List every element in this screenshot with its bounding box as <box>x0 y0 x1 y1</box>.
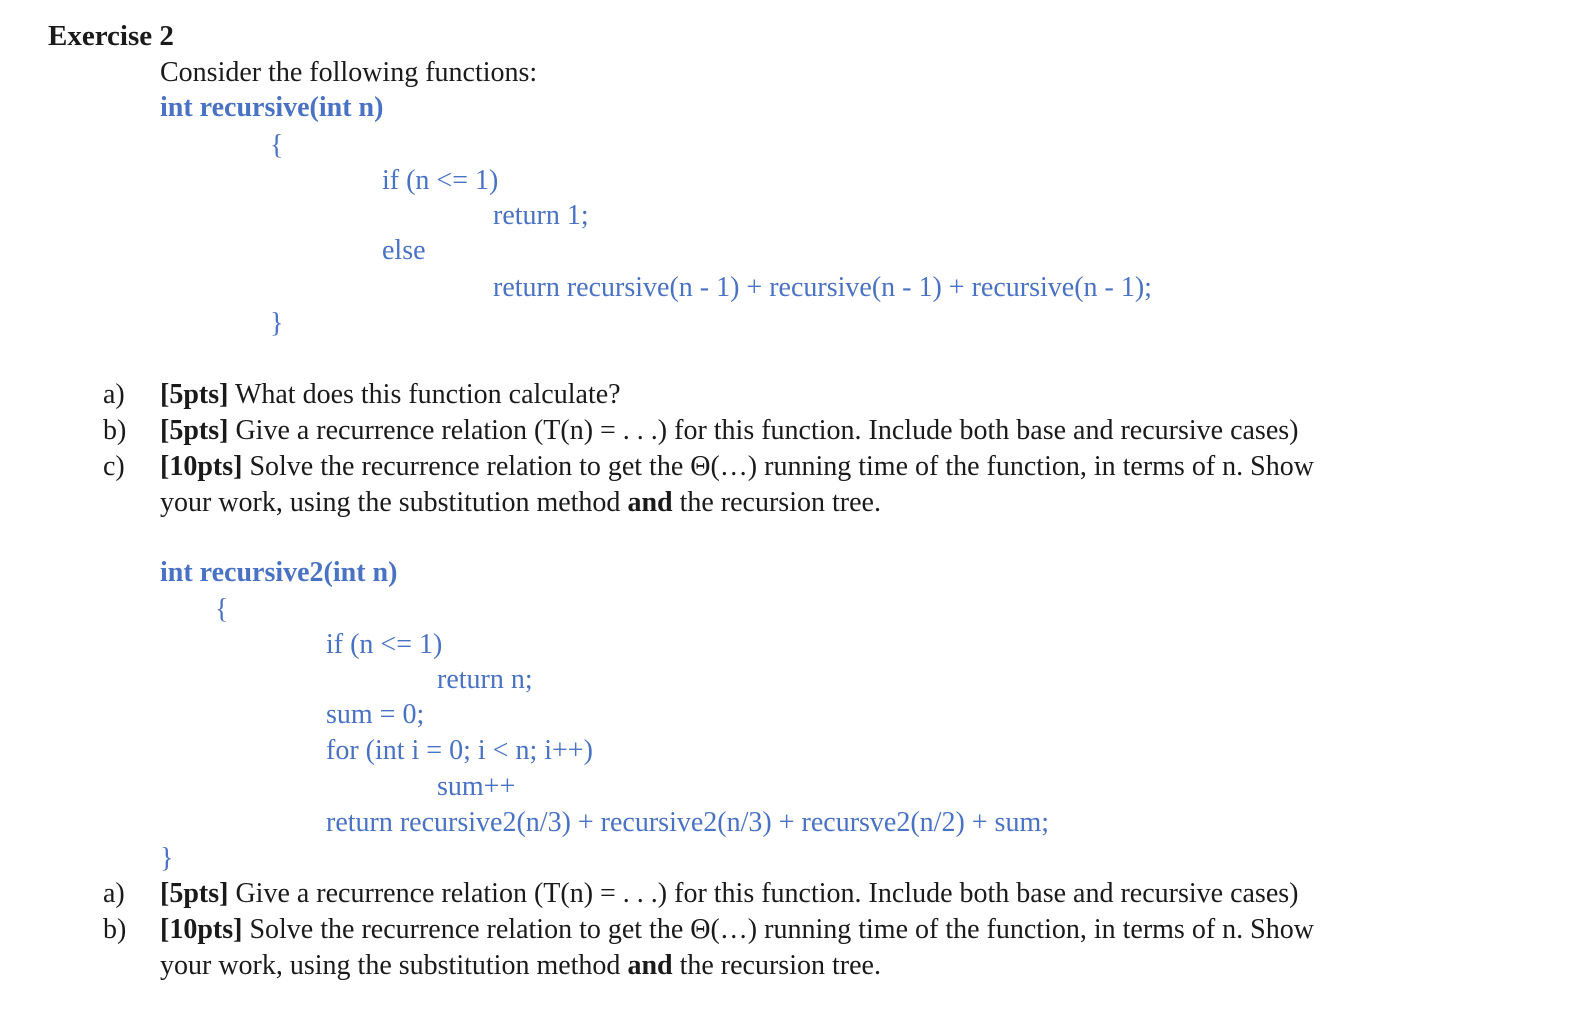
function2-close-brace: } <box>160 843 174 874</box>
function2-signature: int recursive2(int n) <box>160 557 398 588</box>
function2-sum-line: sum = 0; <box>326 699 425 730</box>
continuation-text: the recursion tree. <box>672 950 881 981</box>
question-label: a) <box>103 878 125 909</box>
function2-open-brace: { <box>215 594 229 625</box>
continuation-bold: and <box>627 487 673 518</box>
question-points: [5pts] <box>160 415 229 446</box>
question-text <box>160 876 1298 912</box>
function1-return-rec-line: return recursive(n - 1) + recursive(n - 1) + recursive(n - 1); <box>493 272 1152 303</box>
question-label: b) <box>103 415 127 446</box>
function1-signature: int recursive(int n) <box>160 92 384 123</box>
question-label: a) <box>103 379 125 410</box>
continuation-text: your work, using the substitution method <box>160 487 628 518</box>
question-points: [5pts] <box>160 379 229 410</box>
question-body: Give a recurrence relation (T(n) = . . .) for this function. Include both base and recursive cases) <box>228 415 1299 446</box>
question-text <box>160 912 1314 948</box>
continuation-bold: and <box>627 950 673 981</box>
continuation-text: the recursion tree. <box>672 487 881 518</box>
question-body: What does this function calculate? <box>228 379 621 410</box>
function1-open-brace: { <box>270 130 284 161</box>
continuation-text: your work, using the substitution method <box>160 950 628 981</box>
question-label: b) <box>103 914 127 945</box>
function1-close-brace: } <box>270 308 284 339</box>
question-continuation <box>160 948 881 984</box>
function1-return1-line: return 1; <box>493 200 589 231</box>
function1-if-line: if (n <= 1) <box>382 165 499 196</box>
question-text <box>160 449 1314 485</box>
question-body: Solve the recurrence relation to get the Θ(…) running time of the function, in terms of n. Show <box>242 451 1314 482</box>
question-text <box>160 377 621 413</box>
function2-return-n-line: return n; <box>437 664 533 695</box>
exercise-intro: Consider the following functions: <box>160 57 538 88</box>
question-continuation <box>160 485 881 521</box>
function2-if-line: if (n <= 1) <box>326 629 443 660</box>
question-text <box>160 413 1298 449</box>
function2-sumpp-line: sum++ <box>437 771 516 802</box>
question-points: [10pts] <box>160 451 243 482</box>
question-points: [10pts] <box>160 914 243 945</box>
function2-return-rec-line: return recursive2(n/3) + recursive2(n/3) + recursve2(n/2) + sum; <box>326 807 1050 838</box>
function1-else-line: else <box>382 235 426 266</box>
exercise-title: Exercise 2 <box>48 20 174 52</box>
question-label: c) <box>103 451 125 482</box>
question-body: Solve the recurrence relation to get the Θ(…) running time of the function, in terms of n. Show <box>242 914 1314 945</box>
question-points: [5pts] <box>160 878 229 909</box>
function2-for-line: for (int i = 0; i < n; i++) <box>326 735 593 766</box>
question-body: Give a recurrence relation (T(n) = . . .) for this function. Include both base and recursive cases) <box>228 878 1299 909</box>
